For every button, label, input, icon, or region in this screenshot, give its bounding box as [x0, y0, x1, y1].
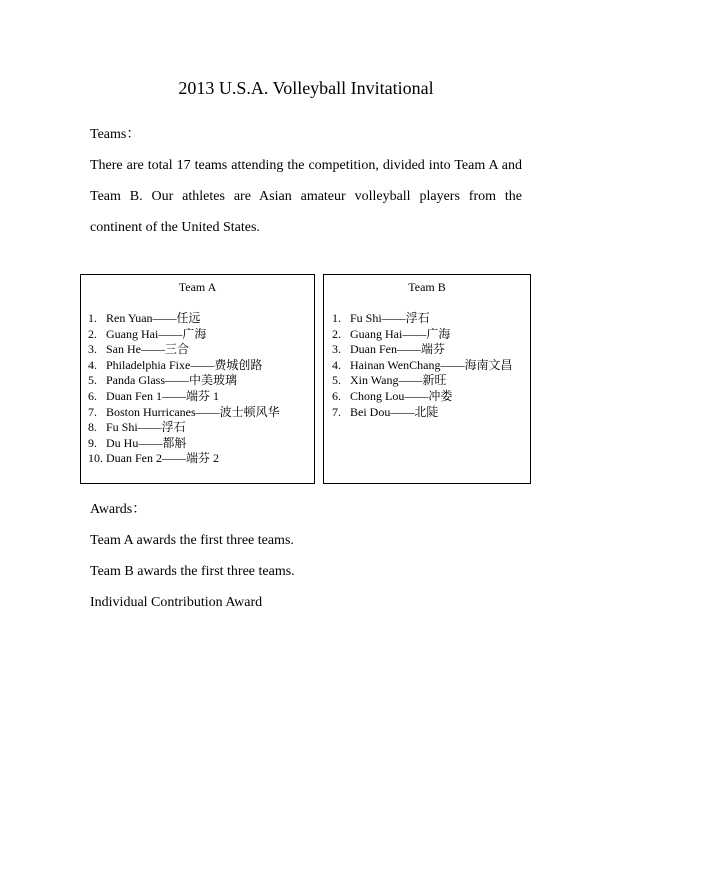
team-a-item — [88, 358, 280, 374]
document-title: 2013 U.S.A. Volleyball Invitational — [178, 78, 434, 98]
list-number: 10. — [88, 451, 103, 466]
team-name: Fu Shi——浮石 — [106, 420, 186, 435]
team-name: Du Hu——都斛 — [106, 435, 187, 450]
team-a-item — [88, 420, 280, 436]
team-name: Guang Hai——广海 — [350, 326, 451, 341]
team-b-box — [323, 274, 531, 484]
team-b-item — [332, 405, 512, 421]
team-a-item — [88, 327, 280, 343]
team-name: Guang Hai——广海 — [106, 326, 207, 341]
team-a-title: Team A — [178, 280, 217, 294]
team-name: Duan Fen 2——端芬 2 — [106, 451, 219, 466]
teams-intro-paragraph: There are total 17 teams attending the competition, divided into Team A and Team B. Our athletes are Asian amateur volleyball players from the continent of the United States. — [90, 158, 522, 235]
list-number: 7. — [88, 404, 97, 419]
team-name: Chong Lou——冲娄 — [350, 388, 453, 403]
team-name: San He——三合 — [106, 342, 189, 357]
list-number: 3. — [332, 342, 341, 357]
list-number: 2. — [88, 326, 97, 341]
team-a-item — [88, 389, 280, 405]
team-a-item — [88, 342, 280, 358]
list-number: 5. — [332, 373, 341, 388]
list-number: 7. — [332, 404, 341, 419]
team-a-item — [88, 311, 280, 327]
team-name: Xin Wang——新旺 — [350, 373, 447, 388]
team-name: Fu Shi——浮石 — [350, 311, 430, 325]
team-b-title: Team B — [408, 280, 446, 294]
list-number: 9. — [88, 435, 97, 450]
award-item: Team B awards the first three teams. — [90, 564, 295, 579]
list-number: 1. — [88, 311, 97, 325]
team-name: Duan Fen 1——端芬 1 — [106, 388, 219, 403]
team-name: Panda Glass——中美玻璃 — [106, 373, 237, 388]
team-a-list — [88, 311, 280, 467]
list-number: 6. — [332, 388, 341, 403]
team-name: Ren Yuan——任远 — [106, 311, 201, 325]
list-number: 4. — [88, 357, 97, 372]
team-b-item — [332, 373, 512, 389]
list-number: 1. — [332, 311, 341, 325]
list-number: 6. — [88, 388, 97, 403]
team-a-box — [80, 274, 315, 484]
award-item: Individual Contribution Award — [90, 595, 263, 610]
list-number: 8. — [88, 420, 97, 435]
list-number: 3. — [88, 342, 97, 357]
list-number: 2. — [332, 326, 341, 341]
team-name: Philadelphia Fixe——费城创路 — [106, 357, 263, 372]
team-b-item — [332, 311, 512, 327]
team-a-item — [88, 373, 280, 389]
team-name: Bei Dou——北陡 — [350, 404, 439, 419]
team-name: Duan Fen——端芬 — [350, 342, 445, 357]
team-a-item — [88, 436, 280, 452]
list-number: 5. — [88, 373, 97, 388]
team-a-item — [88, 405, 280, 421]
team-name: Boston Hurricanes——波士顿风华 — [106, 404, 280, 419]
team-b-item — [332, 358, 512, 374]
team-b-item — [332, 342, 512, 358]
team-b-item — [332, 327, 512, 343]
awards-list — [90, 525, 522, 618]
award-item: Team A awards the first three teams. — [90, 533, 294, 548]
teams-heading: Teams： — [90, 127, 141, 142]
list-number: 4. — [332, 357, 341, 372]
team-a-item — [88, 451, 280, 467]
team-b-list — [332, 311, 512, 420]
awards-heading: Awards： — [90, 502, 147, 517]
team-b-item — [332, 389, 512, 405]
team-name: Hainan WenChang——海南文昌 — [350, 357, 513, 372]
